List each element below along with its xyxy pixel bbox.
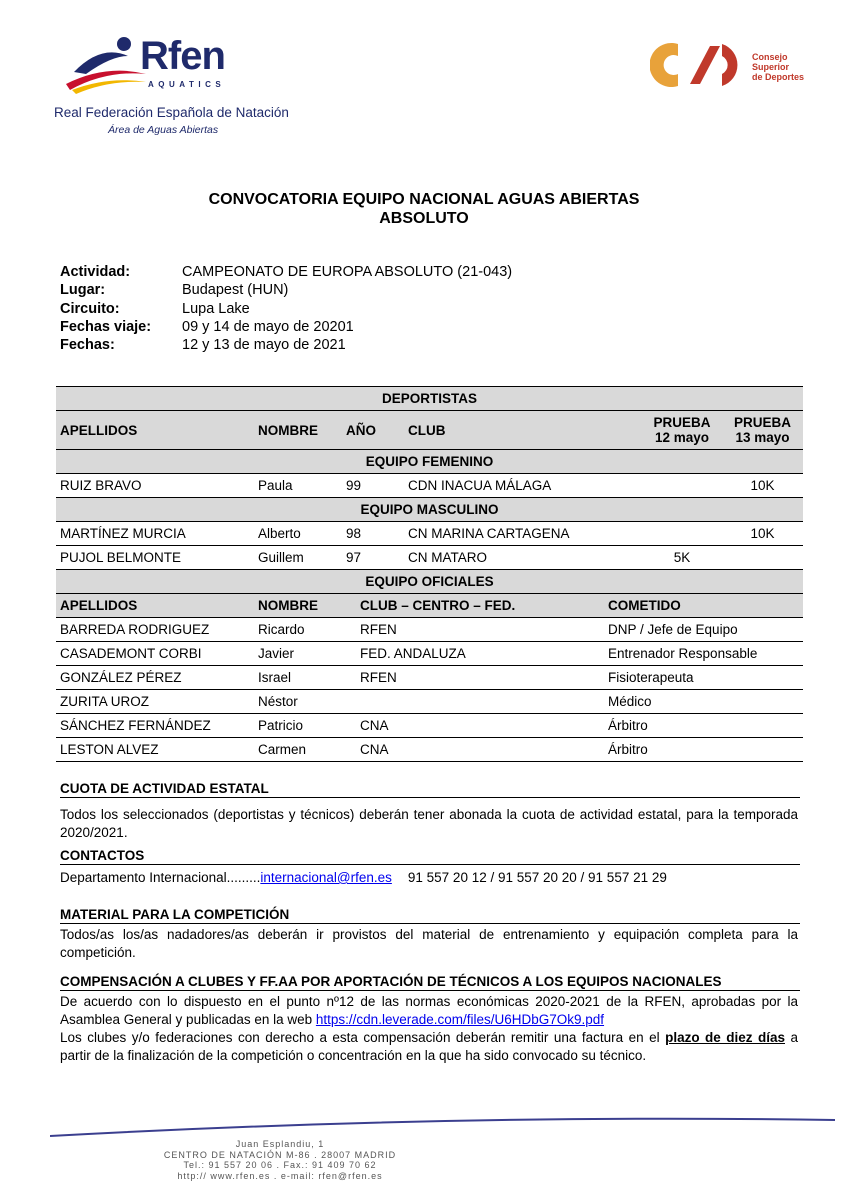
footer-line: Tel.: 91 557 20 06 . Fax.: 91 409 70 62	[183, 1160, 377, 1170]
contacts-heading: CONTACTOS	[60, 848, 800, 865]
contacts-dept: Departamento Internacional.........	[60, 870, 261, 885]
surname: BARREDA RODRIGUEZ	[56, 618, 254, 642]
compensation-link[interactable]: https://cdn.leverade.com/files/U6HDbG7Ok9.pdf	[315, 1012, 605, 1027]
col-header	[722, 411, 803, 450]
footer-line: CENTRO DE NATACIÓN M-86 . 28007 MADRID	[163, 1149, 397, 1160]
csd-logo	[650, 38, 820, 92]
cuota-text: Todos los seleccionados (deportistas y técnicos) deberán tener abonada la cuota de actividad estatal, para la temporada 2020/2021.	[60, 807, 798, 840]
athletes-heading: DEPORTISTAS	[56, 387, 803, 411]
info-row	[60, 281, 512, 299]
compensation-text-2: Los clubes y/o federaciones con derecho a esta compensación deberán remitir una factura en el	[60, 1030, 666, 1045]
name: Ricardo	[254, 618, 342, 642]
table-row	[56, 546, 803, 570]
col-header-line: PRUEBA	[653, 415, 711, 430]
event-12: 5K	[642, 546, 722, 570]
col-header: NOMBRE	[254, 594, 342, 618]
rfen-wordmark: Rfen	[140, 34, 225, 78]
col-header: CLUB – CENTRO – FED.	[342, 594, 642, 618]
role-text: Fisioterapeuta	[608, 670, 694, 685]
rfen-logo	[66, 34, 306, 96]
compensation-text-3: a partir de la finalización de la competición o concentración en la que ha sido convocado su técnico.	[60, 1030, 798, 1063]
club: CNA	[342, 714, 642, 738]
event-13: 10K	[722, 474, 803, 498]
role	[608, 690, 803, 714]
female-heading: EQUIPO FEMENINO	[56, 450, 803, 474]
compensation-heading: COMPENSACIÓN A CLUBES Y FF.AA POR APORTACIÓN DE TÉCNICOS A LOS EQUIPOS NACIONALES	[60, 974, 800, 991]
footer-wave-line	[50, 1110, 835, 1140]
info-value: Budapest (HUN)	[182, 282, 289, 299]
year: 99	[342, 474, 404, 498]
male-heading: EQUIPO MASCULINO	[56, 498, 803, 522]
event-12	[642, 474, 722, 498]
role-text: DNP / Jefe de Equipo	[608, 622, 738, 637]
name: Guillem	[254, 546, 342, 570]
athletes-columns-row	[56, 411, 803, 450]
activity-info	[60, 263, 512, 354]
material-text: Todos/as los/as nadadores/as deberán ir provistos del material de entrenamiento y equipación completa para la competición.	[60, 927, 798, 960]
table-row	[56, 666, 803, 690]
info-row	[60, 263, 512, 281]
surname: GONZÁLEZ PÉREZ	[56, 666, 254, 690]
role	[608, 738, 803, 762]
csd-line: Superior	[752, 62, 790, 72]
info-value: CAMPEONATO DE EUROPA ABSOLUTO (21-043)	[182, 264, 513, 280]
footer-line: Juan Esplandiu, 1	[235, 1139, 325, 1149]
role	[608, 618, 803, 642]
name: Israel	[254, 666, 342, 690]
table-row	[56, 642, 803, 666]
col-header-line: 12 mayo	[654, 430, 710, 445]
name: Patricio	[254, 714, 342, 738]
contacts-email-link[interactable]: internacional@rfen.es	[260, 870, 392, 885]
info-row	[60, 318, 512, 336]
info-row	[60, 336, 512, 354]
male-heading-row	[56, 498, 803, 522]
athletes-heading-row	[56, 387, 803, 411]
info-value: Lupa Lake	[182, 300, 250, 317]
col-header-line: PRUEBA	[733, 415, 791, 430]
federation-area: Área de Aguas Abiertas	[108, 124, 219, 136]
footer-line: http:// www.rfen.es . e-mail: rfen@rfen.es	[177, 1170, 383, 1181]
compensation-text-1: De acuerdo con lo dispuesto en el punto nº12 de las normas económicas 2020-2021 de la RFEN, aprobadas por la Asamblea General y publicadas en la web	[60, 994, 798, 1027]
surname: RUIZ BRAVO	[56, 474, 254, 498]
compensation-text	[60, 993, 798, 1065]
role-text: Árbitro	[608, 742, 648, 757]
club	[342, 690, 642, 714]
federation-name: Real Federación Española de Natación	[54, 105, 289, 120]
compensation-deadline: plazo de diez días	[665, 1030, 785, 1045]
team-table	[56, 386, 803, 762]
csd-text	[752, 52, 804, 82]
surname: CASADEMONT CORBI	[56, 642, 254, 666]
role	[608, 666, 803, 690]
info-value: 12 y 13 de mayo de 2021	[182, 337, 346, 354]
col-header: APELLIDOS	[56, 411, 254, 450]
csd-line: Consejo	[752, 52, 788, 62]
club: RFEN	[342, 618, 642, 642]
document-subtitle: ABSOLUTO	[379, 210, 469, 227]
material-heading: MATERIAL PARA LA COMPETICIÓN	[60, 907, 800, 924]
name: Javier	[254, 642, 342, 666]
info-value: 09 y 14 de mayo de 20201	[182, 318, 354, 335]
year: 98	[342, 522, 404, 546]
role	[608, 714, 803, 738]
surname: LESTON ALVEZ	[56, 738, 254, 762]
table-row	[56, 714, 803, 738]
role-text: Médico	[608, 694, 652, 709]
contacts-phones: 91 557 20 12 / 91 557 20 20 / 91 557 21 29	[407, 870, 667, 885]
name: Carmen	[254, 738, 342, 762]
officials-heading-row	[56, 570, 803, 594]
col-header	[608, 594, 803, 618]
rfen-swimmer-icon	[66, 34, 146, 96]
table-row	[56, 618, 803, 642]
event-12	[642, 522, 722, 546]
info-label: Fechas:	[60, 337, 115, 354]
footer-address	[0, 1139, 560, 1181]
club: CNA	[342, 738, 642, 762]
info-row	[60, 300, 512, 318]
surname: MARTÍNEZ MURCIA	[56, 522, 254, 546]
club: CN MARINA CARTAGENA	[404, 522, 642, 546]
name: Néstor	[254, 690, 342, 714]
col-header: NOMBRE	[254, 411, 342, 450]
table-row	[56, 474, 803, 498]
name: Alberto	[254, 522, 342, 546]
role	[608, 642, 803, 666]
csd-line: de Deportes	[752, 72, 805, 82]
year: 97	[342, 546, 404, 570]
col-header-text: COMETIDO	[608, 598, 681, 613]
col-header	[642, 411, 722, 450]
table-row	[56, 690, 803, 714]
club: CDN INACUA MÁLAGA	[404, 474, 642, 498]
event-13: 10K	[722, 522, 803, 546]
rfen-subtitle: AQUATICS	[148, 80, 226, 89]
club: FED. ANDALUZA	[342, 642, 642, 666]
csd-emblem-icon	[650, 38, 750, 92]
table-row	[56, 522, 803, 546]
info-label: Circuito:	[60, 300, 120, 317]
contacts-line	[60, 869, 798, 887]
surname: SÁNCHEZ FERNÁNDEZ	[56, 714, 254, 738]
info-label: Lugar:	[60, 282, 106, 299]
officials-columns-row	[56, 594, 803, 618]
club: RFEN	[342, 666, 642, 690]
role-text: Árbitro	[608, 718, 648, 733]
col-header-line: 13 mayo	[735, 430, 790, 445]
surname: ZURITA UROZ	[56, 690, 254, 714]
surname: PUJOL BELMONTE	[56, 546, 254, 570]
name: Paula	[254, 474, 342, 498]
female-heading-row	[56, 450, 803, 474]
col-header: CLUB	[404, 411, 642, 450]
col-header: APELLIDOS	[56, 594, 254, 618]
document-title: CONVOCATORIA EQUIPO NACIONAL AGUAS ABIERTAS	[208, 191, 640, 208]
cuota-heading: CUOTA DE ACTIVIDAD ESTATAL	[60, 781, 800, 798]
table-row	[56, 738, 803, 762]
info-label: Fechas viaje:	[60, 318, 152, 335]
event-13	[722, 546, 803, 570]
info-label: Actividad:	[60, 264, 131, 280]
role-text: Entrenador Responsable	[608, 646, 758, 661]
club: CN MATARO	[404, 546, 642, 570]
officials-heading: EQUIPO OFICIALES	[56, 570, 803, 594]
col-header: AÑO	[342, 411, 404, 450]
